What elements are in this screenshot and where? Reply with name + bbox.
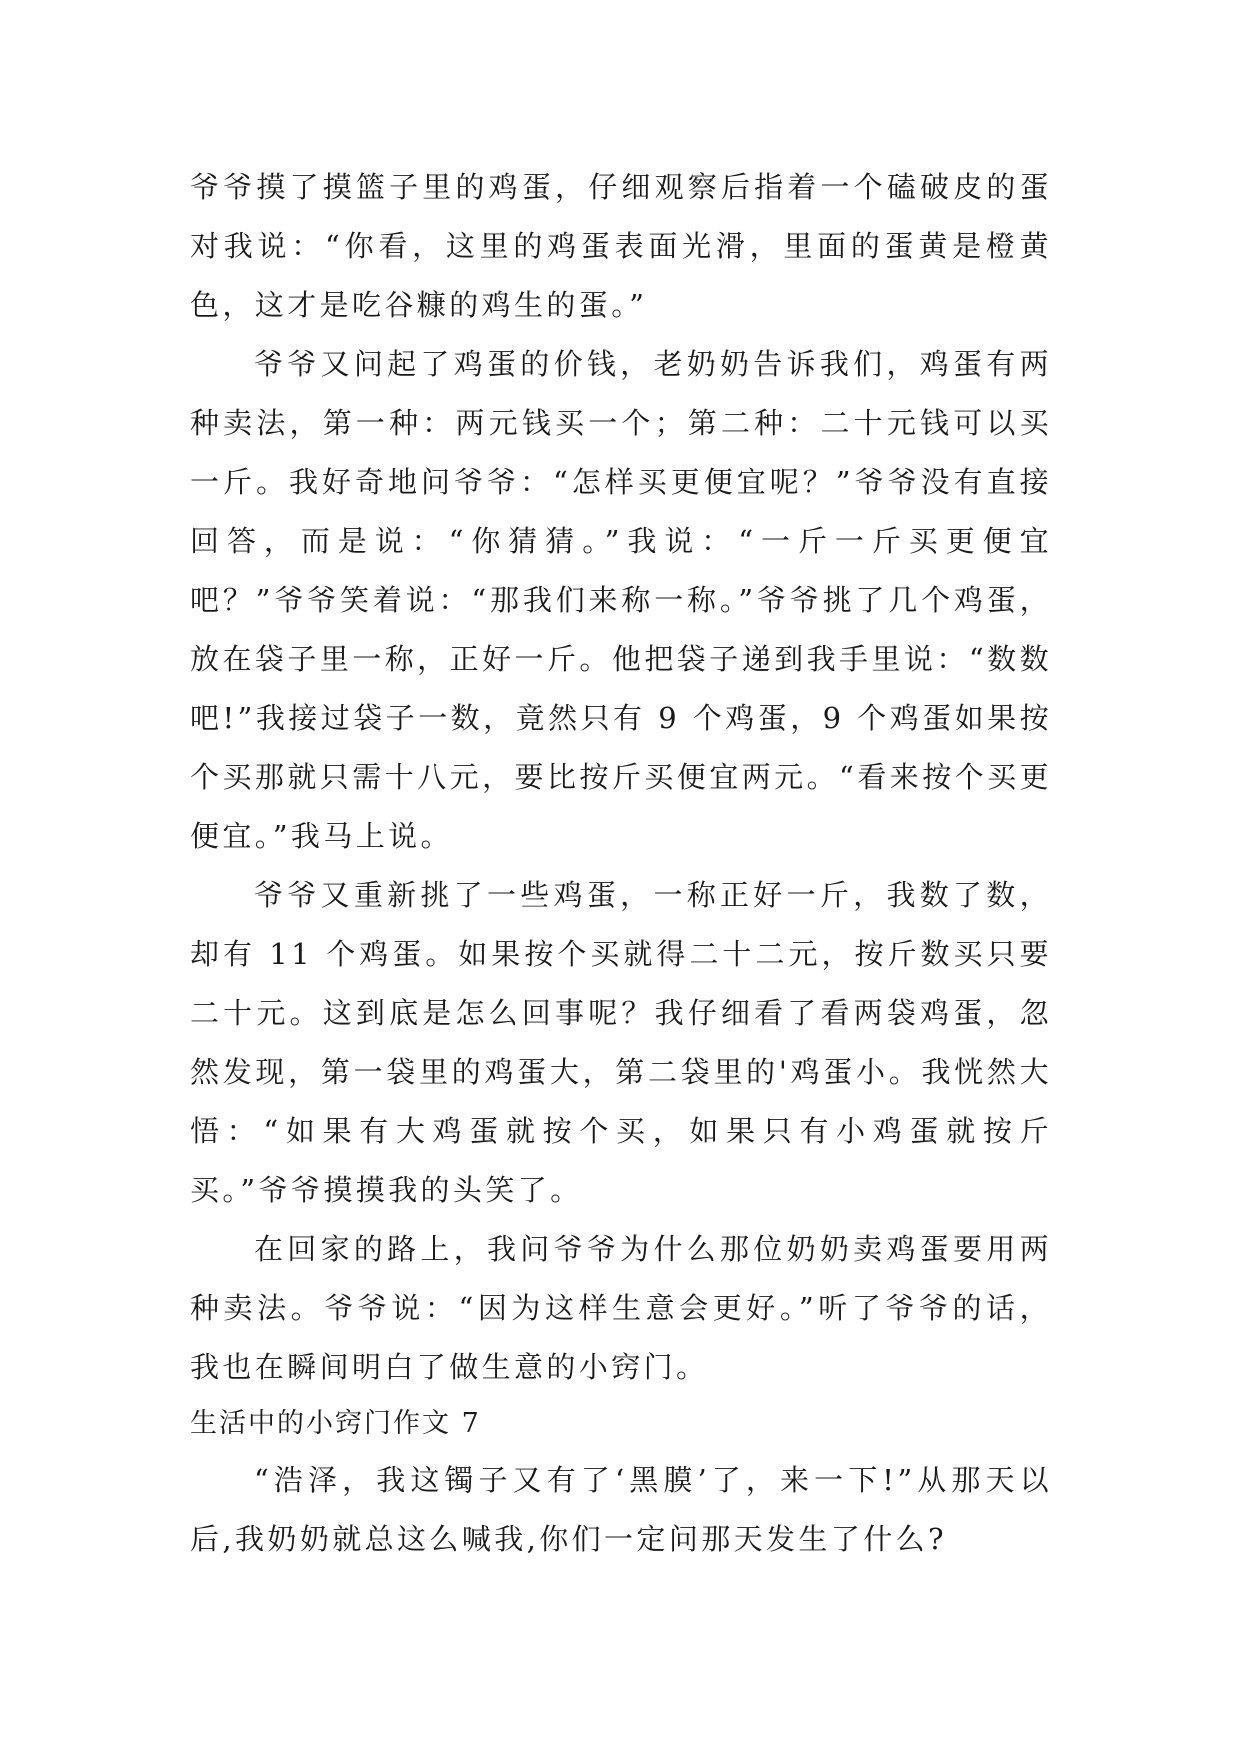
paragraph-2: 爷爷又问起了鸡蛋的价钱，老奶奶告诉我们，鸡蛋有两种卖法，第一种：两元钱买一个；第二种：二十元钱可以买一斤。我好奇地问爷爷：“怎样买更便宜呢？”爷爷没有直接回答，而是说：“你猜猜。”我说：“一斤一斤买更便宜吧？”爷爷笑着说：“那我们来称一称。”爷爷挑了几个鸡蛋，放在袋子里一称，正好一斤。他把袋子递到我手里说：“数数吧!”我接过袋子一数，竟然只有 9 个鸡蛋，9 个鸡蛋如果按个买那就只需十八元，要比按斤买便宜两元。“看来按个买更便宜。”我马上说。: [190, 347, 1052, 853]
section-heading: 生活中的小窍门作文 7: [190, 1408, 481, 1439]
paragraph-3: 爷爷又重新挑了一些鸡蛋，一称正好一斤，我数了数，却有 11 个鸡蛋。如果按个买就得二十二元，按斤数买只要二十元。这到底是怎么回事呢？我仔细看了看两袋鸡蛋，忽然发现，第一袋里的鸡蛋大，第二袋里的'鸡蛋小。我恍然大悟：“如果有大鸡蛋就按个买，如果只有小鸡蛋就按斤买。”爷爷摸摸我的头笑了。: [190, 878, 1052, 1207]
document-page: [190, 158, 1052, 1569]
paragraph-5: “浩泽，我这镯子又有了‘黑膜’了，来一下!”从那天以后,我奶奶就总这么喊我,你们一定问那天发生了什么?: [190, 1463, 1052, 1556]
paragraph-1: 爷爷摸了摸篮子里的鸡蛋，仔细观察后指着一个磕破皮的蛋对我说：“你看，这里的鸡蛋表面光滑，里面的蛋黄是橙黄色，这才是吃谷糠的鸡生的蛋。”: [190, 170, 1052, 322]
paragraph-4: 在回家的路上，我问爷爷为什么那位奶奶卖鸡蛋要用两种卖法。爷爷说：“因为这样生意会更好。”听了爷爷的话，我也在瞬间明白了做生意的小窍门。: [190, 1232, 1052, 1384]
